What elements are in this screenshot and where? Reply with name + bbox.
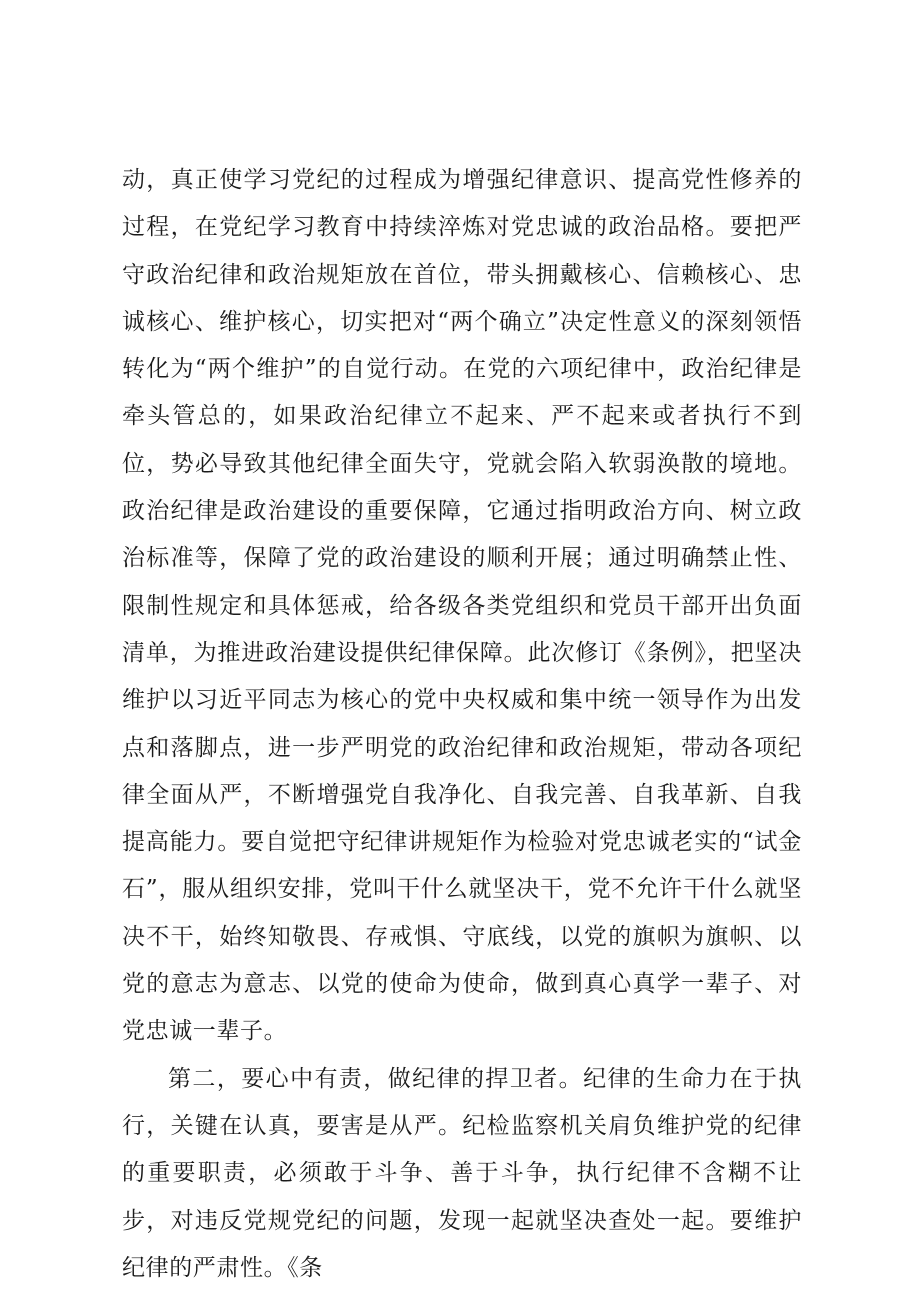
paragraph-second-point: 第二，要心中有责，做纪律的捍卫者。纪律的生命力在于执行，关键在认真，要害是从严。纪检监察机关肩负维护党的纪律的重要职责，必须敢于斗争、善于斗争，执行纪律不含糊不让步，对违反党规党纪的问题，发现一起就坚决查处一起。要维护纪律的严肃性。《条 [122, 1065, 802, 1281]
document-body [122, 157, 802, 1292]
paragraph-continued: 动，真正使学习党纪的过程成为增强纪律意识、提高党性修养的过程，在党纪学习教育中持续淬炼对党忠诚的政治品格。要把严守政治纪律和政治规矩放在首位，带头拥戴核心、信赖核心、忠诚核心、维护核心，切实把对“两个确立”决定性意义的深刻领悟转化为“两个维护”的自觉行动。在党的六项纪律中，政治纪律是牵头管总的，如果政治纪律立不起来、严不起来或者执行不到位，势必导致其他纪律全面失守，党就会陷入软弱涣散的境地。政治纪律是政治建设的重要保障，它通过指明政治方向、树立政治标准等，保障了党的政治建设的顺利开展；通过明确禁止性、限制性规定和具体惩戒，给各级各类党组织和党员干部开出负面清单，为推进政治建设提供纪律保障。此次修订《条例》，把坚决维护以习近平同志为核心的党中央权威和集中统一领导作为出发点和落脚点，进一步严明党的政治纪律和政治规矩，带动各项纪律全面从严，不断增强党自我净化、自我完善、自我革新、自我提高能力。要自觉把守纪律讲规矩作为检验对党忠诚老实的“试金石”，服从组织安排，党叫干什么就坚决干，党不允许干什么就坚决不干，始终知敬畏、存戒惧、守底线，以党的旗帜为旗帜、以党的意志为意志、以党的使命为使命，做到真心真学一辈子、对党忠诚一辈子。 [122, 167, 802, 1045]
